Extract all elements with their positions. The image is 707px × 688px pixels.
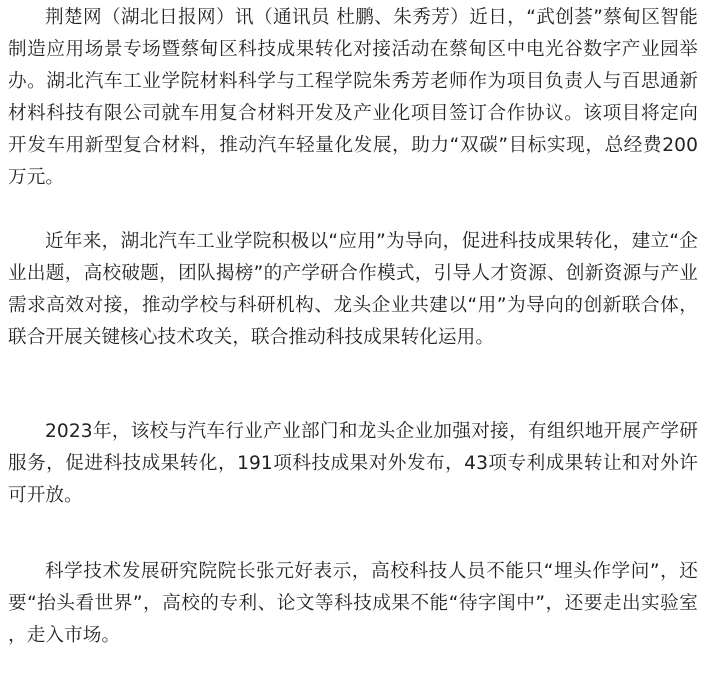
article-paragraph: 荆楚网（湖北日报网）讯（通讯员 杜鹏、朱秀芳）近日，“武创荟”蔡甸区智能制造应用场景专场暨蔡甸区科技成果转化对接活动在蔡甸区中电光谷数字产业园举办。湖北汽车工业学院材料科学与工程学院朱秀芳老师作为项目负责人与百思通新材料科技有限公司就车用复合材料开发及产业化项目签订合作协议。该项目将定向开发车用新型复合材料，推动汽车轻量化发展，助力“双碳”目标实现，总经费200万元。	[8, 7, 698, 188]
article-paragraph: 2023年，该校与汽车行业产业部门和龙头企业加强对接，有组织地开展产学研服务，促进科技成果转化，191项科技成果对外发布，43项专利成果转让和对外许可开放。	[8, 421, 698, 506]
article-paragraph: 科学技术发展研究院院长张元好表示，高校科技人员不能只“埋头作学问”，还要“抬头看世界”，高校的专利、论文等科技成果不能“待字闺中”，还要走出实验室，走入市场。	[8, 561, 698, 646]
article-paragraph: 近年来，湖北汽车工业学院积极以“应用”为导向，促进科技成果转化，建立“企业出题，高校破题，团队揭榜”的产学研合作模式，引导人才资源、创新资源与产业需求高效对接，推动学校与科研机构、龙头企业共建以“用”为导向的创新联合体，联合开展关键核心技术攻关，联合推动科技成果转化运用。	[8, 231, 698, 348]
